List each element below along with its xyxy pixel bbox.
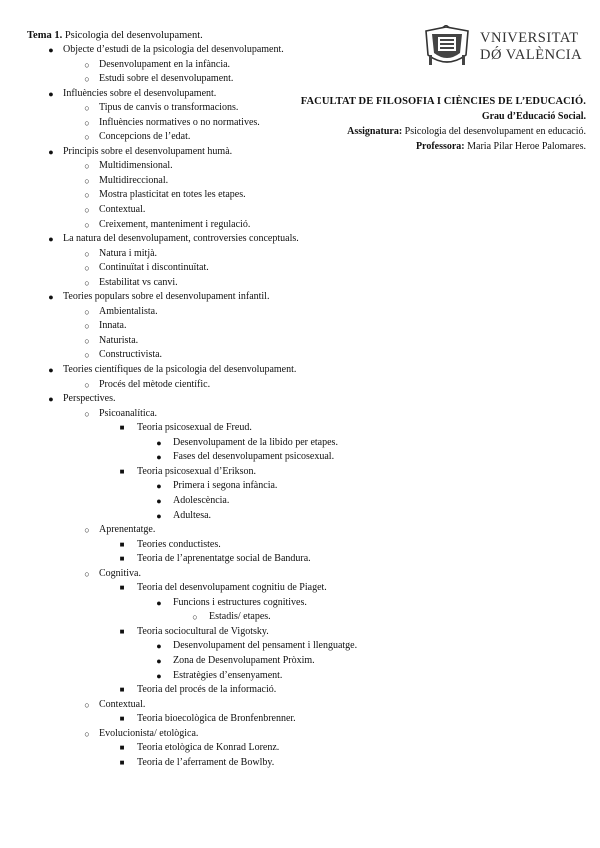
outline-item-level-2 — [0, 101, 420, 116]
outline-item-text: Continuïtat i discontinuïtat. — [99, 262, 209, 274]
outline-item-level-4 — [0, 639, 420, 654]
bullet-icon: ■ — [119, 583, 125, 593]
bullet-icon: ○ — [84, 321, 90, 332]
outline-item-text: Tipus de canvis o transformacions. — [99, 102, 239, 114]
bullet-icon: ■ — [119, 539, 125, 549]
faculty-name: FACULTAT DE FILOSOFIA I CIÈNCIES DE L’EDUCACIÓ. — [300, 96, 586, 107]
bullet-icon: ■ — [119, 466, 125, 476]
bullet-icon: ○ — [84, 103, 90, 114]
bullet-icon: ● — [48, 45, 54, 55]
topic-label: Tema 1. — [27, 30, 63, 41]
bullet-icon: ○ — [84, 350, 90, 361]
outline-item-level-4 — [0, 509, 420, 524]
outline-item-text: Primera i segona infància. — [173, 480, 278, 492]
professor-label: Professora: — [415, 141, 465, 152]
outline-item-text: Teoria del procés de la informació. — [137, 684, 277, 696]
outline-item-level-5 — [0, 610, 420, 625]
outline-item-level-1 — [0, 363, 420, 378]
outline-item-text: Funcions i estructures cognitives. — [173, 596, 307, 608]
bullet-icon: ○ — [84, 525, 90, 536]
outline-item-level-4 — [0, 669, 420, 684]
outline-item-text: Teoria psicosexual de Freud. — [137, 422, 252, 434]
outline-item-level-2 — [0, 159, 420, 174]
bullet-icon: ○ — [84, 161, 90, 172]
outline-item-text: Estabilitat vs canvi. — [99, 276, 178, 288]
university-logo — [422, 25, 582, 70]
outline-item-level-2 — [0, 261, 420, 276]
outline-item-text: Desenvolupament en la infància. — [99, 58, 231, 70]
outline-item-level-2 — [0, 378, 420, 393]
bullet-icon: ○ — [84, 699, 90, 710]
outline-item-text: Fases del desenvolupament psicosexual. — [173, 451, 335, 463]
professor-value: Maria Pilar Heroe Palomares. — [467, 141, 586, 152]
outline-item-level-2 — [0, 203, 420, 218]
outline-item-level-1 — [0, 232, 420, 247]
outline-item-text: Teories conductistes. — [137, 538, 221, 550]
outline-item-level-2 — [0, 174, 420, 189]
outline-item-level-2 — [0, 276, 420, 291]
bullet-icon: ● — [156, 495, 162, 506]
bullet-icon: ■ — [119, 554, 125, 564]
outline-item-level-3 — [0, 581, 420, 596]
bullet-icon: ○ — [84, 277, 90, 288]
bullet-icon: ● — [156, 597, 162, 608]
outline-item-text: Mostra plasticitat en totes les etapes. — [99, 189, 246, 201]
outline-item-level-2 — [0, 188, 420, 203]
outline-item-level-2 — [0, 116, 420, 131]
bullet-icon: ○ — [84, 132, 90, 143]
outline-item-level-4 — [0, 450, 420, 465]
bullet-icon: ○ — [84, 117, 90, 128]
subject-value: Psicologia del desenvolupament en educació. — [404, 126, 586, 137]
outline-item-level-2 — [0, 218, 420, 233]
outline-item-text: Procés del mètode científic. — [99, 378, 211, 390]
outline-item-level-1 — [0, 392, 420, 407]
outline-item-level-3 — [0, 625, 420, 640]
outline-item-level-2 — [0, 407, 420, 422]
bullet-icon: ● — [156, 510, 162, 521]
outline-item-text: Desenvolupament de la libido per etapes. — [173, 436, 338, 448]
bullet-icon: ■ — [119, 757, 125, 767]
outline-item-text: Evolucionista/ etològica. — [99, 727, 199, 739]
outline-item-level-2 — [0, 567, 420, 582]
bullet-icon: ● — [156, 437, 162, 448]
university-name-line2: DǾ VALÈNCIA — [480, 47, 583, 63]
outline-item-text: Estratègies d’ensenyament. — [173, 669, 283, 681]
topic-heading — [27, 29, 203, 43]
bullet-icon: ○ — [84, 190, 90, 201]
outline-item-level-2 — [0, 58, 420, 73]
outline-item-text: Naturista. — [99, 334, 139, 346]
bullet-icon: ○ — [84, 379, 90, 390]
outline-item-level-1 — [0, 290, 420, 305]
bullet-icon: ○ — [84, 335, 90, 346]
outline-item-text: Perspectives. — [63, 393, 116, 405]
outline-item-level-3 — [0, 756, 420, 771]
degree-name: Grau d’Educació Social. — [481, 111, 586, 122]
outline-item-text: Teories populars sobre el desenvolupament infantil. — [63, 291, 270, 303]
bullet-icon: ○ — [84, 728, 90, 739]
topic-title: Psicologia del desenvolupament. — [64, 30, 203, 41]
bullet-icon: ○ — [192, 612, 198, 623]
bullet-icon: ○ — [84, 74, 90, 85]
outline-item-text: Teoria de l’aprenentatge social de Bandura. — [137, 553, 311, 565]
outline-item-level-2 — [0, 319, 420, 334]
bullet-icon: ● — [48, 394, 54, 405]
outline-item-text: Natura i mitjà. — [99, 247, 158, 259]
bullet-icon: ● — [48, 146, 54, 157]
outline-item-text: Contextual. — [99, 698, 146, 710]
university-name-line1: VNIVERSITAT — [480, 30, 579, 46]
outline-item-level-3 — [0, 421, 420, 436]
outline-item-level-2 — [0, 698, 420, 713]
outline-item-level-2 — [0, 305, 420, 320]
outline-item-text: Adultesa. — [173, 509, 212, 521]
bullet-icon: ○ — [84, 175, 90, 186]
bullet-icon: ■ — [119, 685, 125, 695]
bullet-icon: ■ — [119, 743, 125, 753]
outline-item-level-4 — [0, 479, 420, 494]
outline-item-text: Teoria bioecològica de Bronfenbrenner. — [137, 713, 296, 725]
outline-item-text: Constructivista. — [99, 349, 163, 361]
outline-item-text: Psicoanalítica. — [99, 407, 158, 419]
outline-item-text: Teories científiques de la psicologia del desenvolupament. — [63, 364, 297, 376]
topic-outline — [0, 43, 420, 770]
outline-item-text: Creixement, manteniment i regulació. — [99, 218, 251, 230]
outline-item-text: Adolescència. — [173, 494, 230, 506]
bullet-icon: ○ — [84, 205, 90, 216]
outline-item-level-4 — [0, 494, 420, 509]
bullet-icon: ● — [48, 292, 54, 303]
outline-item-level-3 — [0, 465, 420, 480]
outline-item-level-3 — [0, 683, 420, 698]
outline-item-text: Teoria etològica de Konrad Lorenz. — [137, 742, 280, 754]
subject-label: Assignatura: — [347, 126, 403, 137]
bullet-icon: ■ — [119, 626, 125, 636]
bullet-icon: ● — [48, 234, 54, 245]
bullet-icon: ○ — [84, 248, 90, 259]
bullet-icon: ● — [156, 452, 162, 463]
outline-item-text: Cognitiva. — [99, 567, 141, 579]
outline-item-level-1 — [0, 145, 420, 160]
bullet-icon: ○ — [84, 219, 90, 230]
bullet-icon: ■ — [119, 714, 125, 724]
outline-item-level-3 — [0, 712, 420, 727]
outline-item-level-2 — [0, 348, 420, 363]
outline-item-text: Estudi sobre el desenvolupament. — [99, 73, 234, 85]
university-name — [480, 30, 582, 64]
bullet-icon: ○ — [84, 263, 90, 274]
bullet-icon: ○ — [84, 59, 90, 70]
outline-item-text: Ambientalista. — [99, 305, 158, 317]
outline-item-level-2 — [0, 523, 420, 538]
outline-item-text: Desenvolupament del pensament i llenguatge. — [173, 640, 358, 652]
outline-item-text: Multidimensional. — [99, 160, 173, 172]
outline-item-level-3 — [0, 741, 420, 756]
bullet-icon: ○ — [84, 306, 90, 317]
bullet-icon: ● — [48, 88, 54, 99]
outline-item-text: Teoria sociocultural de Vigotsky. — [137, 625, 269, 637]
outline-item-level-2 — [0, 72, 420, 87]
outline-item-level-4 — [0, 654, 420, 669]
outline-item-text: Objecte d’estudi de la psicologia del desenvolupament. — [63, 44, 284, 55]
outline-item-text: Teoria del desenvolupament cognitiu de Piaget. — [137, 582, 327, 594]
outline-item-text: Influències normatives o no normatives. — [99, 116, 260, 128]
outline-item-level-4 — [0, 436, 420, 451]
bullet-icon: ● — [156, 670, 162, 681]
bullet-icon: ● — [156, 655, 162, 666]
outline-item-text: Concepcions de l’edat. — [99, 131, 191, 143]
outline-item-text: Innata. — [99, 320, 127, 332]
outline-item-text: Teoria de l’aferrament de Bowlby. — [137, 756, 275, 768]
outline-item-level-2 — [0, 130, 420, 145]
outline-item-level-4 — [0, 596, 420, 611]
outline-item-level-2 — [0, 334, 420, 349]
outline-item-level-3 — [0, 552, 420, 567]
bullet-icon: ● — [156, 481, 162, 492]
outline-item-level-3 — [0, 538, 420, 553]
bullet-icon: ○ — [84, 408, 90, 419]
bullet-icon: ● — [156, 641, 162, 652]
outline-item-level-1 — [0, 43, 420, 58]
outline-item-level-2 — [0, 247, 420, 262]
outline-item-text: Estadis/ etapes. — [209, 611, 271, 623]
bullet-icon: ■ — [119, 423, 125, 433]
outline-item-level-2 — [0, 727, 420, 742]
bullet-icon: ○ — [84, 568, 90, 579]
outline-item-text: Zona de Desenvolupament Pròxim. — [173, 654, 315, 666]
outline-item-text: La natura del desenvolupament, controversies conceptuals. — [63, 233, 299, 245]
outline-item-level-1 — [0, 87, 420, 102]
outline-item-text: Principis sobre el desenvolupament humà. — [63, 145, 233, 157]
outline-item-text: Teoria psicosexual d’Erikson. — [137, 465, 256, 477]
outline-item-text: Aprenentatge. — [99, 524, 156, 536]
outline-item-text: Multidireccional. — [99, 174, 169, 186]
outline-item-text: Contextual. — [99, 204, 146, 216]
university-seal-icon — [422, 25, 472, 69]
outline-item-text: Influències sobre el desenvolupament. — [63, 87, 217, 99]
bullet-icon: ● — [48, 365, 54, 376]
